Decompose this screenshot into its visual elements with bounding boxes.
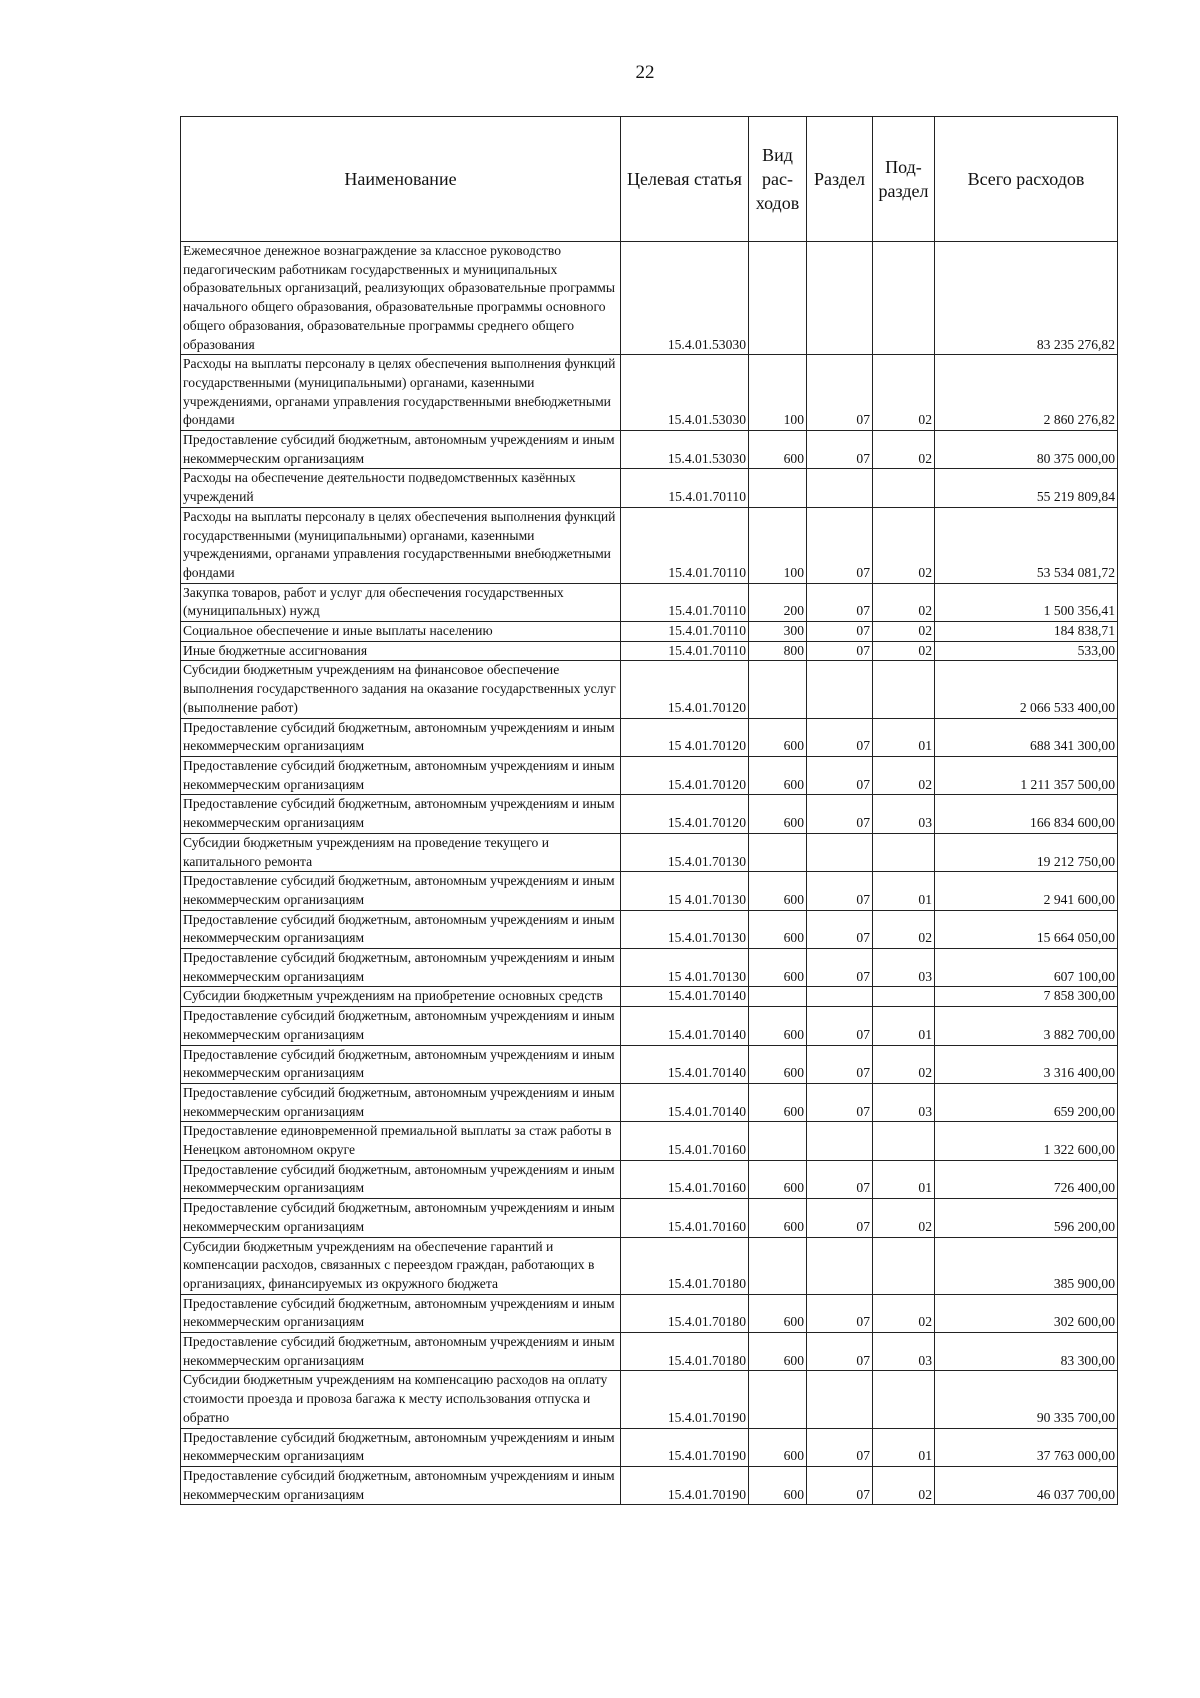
cell-subsection: 02	[873, 1294, 935, 1332]
cell-subsection: 02	[873, 1045, 935, 1083]
cell-target-code: 15.4.01.70110	[621, 507, 749, 583]
cell-expense-kind	[749, 833, 807, 871]
cell-target-code: 15.4.01.70120	[621, 795, 749, 833]
cell-target-code: 15.4.01.70180	[621, 1294, 749, 1332]
cell-target-code: 15.4.01.70130	[621, 833, 749, 871]
cell-name: Предоставление субсидий бюджетным, автономным учреждениям и иным некоммерческим организациям	[181, 795, 621, 833]
cell-target-code: 15.4.01.53030	[621, 431, 749, 469]
cell-expense-kind: 600	[749, 1160, 807, 1198]
header-section: Раздел	[807, 117, 873, 242]
cell-name: Субсидии бюджетным учреждениям на проведение текущего и капитального ремонта	[181, 833, 621, 871]
cell-subsection: 02	[873, 622, 935, 642]
header-kind	[749, 117, 807, 242]
cell-total: 659 200,00	[935, 1083, 1118, 1121]
cell-section: 07	[807, 1045, 873, 1083]
cell-expense-kind: 600	[749, 1083, 807, 1121]
cell-total: 3 316 400,00	[935, 1045, 1118, 1083]
cell-section	[807, 1371, 873, 1428]
cell-name: Расходы на выплаты персоналу в целях обеспечения выполнения функций государственными (муниципальными) органами, казенными учреждениями, органами управления государственными внебюджетными фондами	[181, 355, 621, 431]
cell-subsection: 01	[873, 872, 935, 910]
cell-section: 07	[807, 1160, 873, 1198]
cell-section: 07	[807, 431, 873, 469]
cell-expense-kind: 600	[749, 910, 807, 948]
cell-section: 07	[807, 355, 873, 431]
cell-subsection: 01	[873, 1160, 935, 1198]
cell-subsection: 02	[873, 583, 935, 621]
cell-subsection: 01	[873, 1428, 935, 1466]
cell-target-code: 15.4.01.70180	[621, 1333, 749, 1371]
cell-name: Субсидии бюджетным учреждениям на приобретение основных средств	[181, 987, 621, 1007]
cell-target-code: 15.4.01.70130	[621, 910, 749, 948]
cell-name: Закупка товаров, работ и услуг для обеспечения государственных (муниципальных) нужд	[181, 583, 621, 621]
cell-total: 19 212 750,00	[935, 833, 1118, 871]
cell-subsection	[873, 661, 935, 718]
table-row	[181, 1007, 1118, 1045]
cell-expense-kind: 600	[749, 1199, 807, 1237]
table-row	[181, 756, 1118, 794]
table-row	[181, 1237, 1118, 1294]
cell-target-code: 15.4.01.70190	[621, 1467, 749, 1505]
cell-subsection: 03	[873, 949, 935, 987]
cell-target-code: 15.4.01.70140	[621, 1083, 749, 1121]
cell-subsection	[873, 1237, 935, 1294]
cell-name: Предоставление единовременной премиальной выплаты за стаж работы в Ненецком автономном округе	[181, 1122, 621, 1160]
cell-expense-kind: 600	[749, 1045, 807, 1083]
cell-section	[807, 661, 873, 718]
cell-target-code: 15.4.01.70110	[621, 641, 749, 661]
cell-section: 07	[807, 1294, 873, 1332]
cell-section: 07	[807, 1428, 873, 1466]
cell-name: Предоставление субсидий бюджетным, автономным учреждениям и иным некоммерческим организациям	[181, 1467, 621, 1505]
cell-expense-kind	[749, 1122, 807, 1160]
cell-name: Предоставление субсидий бюджетным, автономным учреждениям и иным некоммерческим организациям	[181, 1294, 621, 1332]
cell-name: Предоставление субсидий бюджетным, автономным учреждениям и иным некоммерческим организациям	[181, 1333, 621, 1371]
cell-name: Предоставление субсидий бюджетным, автономным учреждениям и иным некоммерческим организациям	[181, 1199, 621, 1237]
cell-name: Предоставление субсидий бюджетным, автономным учреждениям и иным некоммерческим организациям	[181, 1007, 621, 1045]
table-row	[181, 1371, 1118, 1428]
budget-table	[180, 116, 1118, 1505]
cell-subsection: 02	[873, 431, 935, 469]
cell-section: 07	[807, 622, 873, 642]
cell-expense-kind: 600	[749, 1467, 807, 1505]
cell-subsection	[873, 987, 935, 1007]
header-kind-line: рас-	[762, 169, 793, 189]
cell-section	[807, 242, 873, 355]
cell-total: 37 763 000,00	[935, 1428, 1118, 1466]
cell-total: 90 335 700,00	[935, 1371, 1118, 1428]
cell-expense-kind	[749, 1371, 807, 1428]
table-row	[181, 949, 1118, 987]
cell-subsection: 02	[873, 641, 935, 661]
table-row	[181, 1045, 1118, 1083]
cell-section: 07	[807, 718, 873, 756]
cell-target-code: 15 4.01.70120	[621, 718, 749, 756]
cell-section: 07	[807, 872, 873, 910]
cell-name: Предоставление субсидий бюджетным, автономным учреждениям и иным некоммерческим организациям	[181, 910, 621, 948]
cell-expense-kind: 600	[749, 756, 807, 794]
cell-target-code: 15.4.01.70140	[621, 987, 749, 1007]
cell-target-code: 15.4.01.70190	[621, 1371, 749, 1428]
cell-name: Субсидии бюджетным учреждениям на компенсацию расходов на оплату стоимости проезда и провоза багажа к месту использования отпуска и обратно	[181, 1371, 621, 1428]
cell-subsection: 03	[873, 795, 935, 833]
cell-section: 07	[807, 949, 873, 987]
table-row	[181, 583, 1118, 621]
cell-total: 688 341 300,00	[935, 718, 1118, 756]
cell-total: 1 211 357 500,00	[935, 756, 1118, 794]
cell-section	[807, 469, 873, 507]
cell-name: Предоставление субсидий бюджетным, автономным учреждениям и иным некоммерческим организациям	[181, 1083, 621, 1121]
cell-target-code: 15.4.01.70120	[621, 756, 749, 794]
cell-name: Предоставление субсидий бюджетным, автономным учреждениям и иным некоммерческим организациям	[181, 756, 621, 794]
cell-total: 83 235 276,82	[935, 242, 1118, 355]
cell-total: 2 860 276,82	[935, 355, 1118, 431]
cell-expense-kind	[749, 987, 807, 1007]
cell-section: 07	[807, 756, 873, 794]
header-total: Всего расходов	[935, 117, 1118, 242]
table-row	[181, 355, 1118, 431]
cell-name: Субсидии бюджетным учреждениям на финансовое обеспечение выполнения государственного задания на оказание государственных услуг (выполнение работ)	[181, 661, 621, 718]
table-row	[181, 507, 1118, 583]
cell-section: 07	[807, 641, 873, 661]
cell-expense-kind: 600	[749, 1333, 807, 1371]
cell-expense-kind: 100	[749, 355, 807, 431]
table-row	[181, 795, 1118, 833]
cell-expense-kind: 600	[749, 718, 807, 756]
cell-section	[807, 987, 873, 1007]
table-body	[181, 242, 1118, 1505]
cell-name: Ежемесячное денежное вознаграждение за классное руководство педагогическим работникам государственных и муниципальных образовательных организаций, реализующих образовательные программы начального общего образования, образовательные программы основного общего образования, образовательные программы среднего общего образования	[181, 242, 621, 355]
cell-subsection: 02	[873, 1199, 935, 1237]
cell-total: 53 534 081,72	[935, 507, 1118, 583]
cell-section: 07	[807, 910, 873, 948]
cell-subsection: 01	[873, 718, 935, 756]
cell-expense-kind: 600	[749, 431, 807, 469]
cell-subsection: 03	[873, 1083, 935, 1121]
cell-target-code: 15.4.01.70160	[621, 1160, 749, 1198]
cell-subsection	[873, 833, 935, 871]
cell-total: 596 200,00	[935, 1199, 1118, 1237]
cell-section: 07	[807, 1199, 873, 1237]
cell-total: 726 400,00	[935, 1160, 1118, 1198]
cell-target-code: 15 4.01.70130	[621, 949, 749, 987]
table-row	[181, 661, 1118, 718]
cell-total: 1 322 600,00	[935, 1122, 1118, 1160]
cell-total: 46 037 700,00	[935, 1467, 1118, 1505]
header-kind-line: Вид	[762, 145, 793, 165]
cell-subsection: 03	[873, 1333, 935, 1371]
cell-target-code: 15.4.01.70140	[621, 1007, 749, 1045]
cell-expense-kind: 300	[749, 622, 807, 642]
cell-expense-kind: 600	[749, 949, 807, 987]
cell-expense-kind: 600	[749, 1294, 807, 1332]
cell-section	[807, 1237, 873, 1294]
cell-expense-kind	[749, 661, 807, 718]
table-row	[181, 1333, 1118, 1371]
cell-target-code: 15 4.01.70130	[621, 872, 749, 910]
cell-total: 1 500 356,41	[935, 583, 1118, 621]
table-row	[181, 910, 1118, 948]
cell-total: 15 664 050,00	[935, 910, 1118, 948]
cell-name: Расходы на обеспечение деятельности подведомственных казённых учреждений	[181, 469, 621, 507]
cell-name: Предоставление субсидий бюджетным, автономным учреждениям и иным некоммерческим организациям	[181, 1045, 621, 1083]
cell-target-code: 15.4.01.70110	[621, 583, 749, 621]
table-row	[181, 1467, 1118, 1505]
cell-section: 07	[807, 1333, 873, 1371]
cell-expense-kind: 600	[749, 795, 807, 833]
cell-target-code: 15.4.01.70140	[621, 1045, 749, 1083]
cell-total: 184 838,71	[935, 622, 1118, 642]
cell-name: Расходы на выплаты персоналу в целях обеспечения выполнения функций государственными (муниципальными) органами, казенными учреждениями, органами управления государственными внебюджетными фондами	[181, 507, 621, 583]
cell-subsection: 02	[873, 507, 935, 583]
table-row	[181, 833, 1118, 871]
cell-total: 607 100,00	[935, 949, 1118, 987]
cell-subsection: 02	[873, 910, 935, 948]
cell-subsection	[873, 469, 935, 507]
table-row	[181, 1160, 1118, 1198]
cell-total: 55 219 809,84	[935, 469, 1118, 507]
cell-target-code: 15.4.01.53030	[621, 242, 749, 355]
cell-subsection: 02	[873, 1467, 935, 1505]
cell-total: 83 300,00	[935, 1333, 1118, 1371]
cell-target-code: 15.4.01.70160	[621, 1122, 749, 1160]
cell-name: Предоставление субсидий бюджетным, автономным учреждениям и иным некоммерческим организациям	[181, 718, 621, 756]
table-row	[181, 641, 1118, 661]
cell-expense-kind	[749, 242, 807, 355]
table-row	[181, 622, 1118, 642]
cell-subsection	[873, 242, 935, 355]
cell-name: Предоставление субсидий бюджетным, автономным учреждениям и иным некоммерческим организациям	[181, 949, 621, 987]
table-row	[181, 1083, 1118, 1121]
cell-total: 302 600,00	[935, 1294, 1118, 1332]
header-code: Целевая статья	[621, 117, 749, 242]
cell-expense-kind: 600	[749, 1007, 807, 1045]
cell-total: 385 900,00	[935, 1237, 1118, 1294]
cell-subsection: 01	[873, 1007, 935, 1045]
cell-subsection	[873, 1371, 935, 1428]
cell-target-code: 15.4.01.70110	[621, 469, 749, 507]
header-subsection-line: раздел	[878, 181, 929, 201]
table-row	[181, 718, 1118, 756]
cell-target-code: 15.4.01.70180	[621, 1237, 749, 1294]
cell-section: 07	[807, 1467, 873, 1505]
cell-expense-kind: 600	[749, 1428, 807, 1466]
cell-target-code: 15.4.01.53030	[621, 355, 749, 431]
table-row	[181, 1199, 1118, 1237]
cell-section: 07	[807, 1083, 873, 1121]
table-row	[181, 1428, 1118, 1466]
cell-total: 2 941 600,00	[935, 872, 1118, 910]
table-header-row	[181, 117, 1118, 242]
cell-total: 7 858 300,00	[935, 987, 1118, 1007]
cell-section	[807, 833, 873, 871]
table-row	[181, 1294, 1118, 1332]
cell-total: 3 882 700,00	[935, 1007, 1118, 1045]
cell-expense-kind	[749, 469, 807, 507]
cell-name: Социальное обеспечение и иные выплаты населению	[181, 622, 621, 642]
cell-name: Предоставление субсидий бюджетным, автономным учреждениям и иным некоммерческим организациям	[181, 431, 621, 469]
cell-target-code: 15.4.01.70110	[621, 622, 749, 642]
cell-section	[807, 1122, 873, 1160]
cell-name: Предоставление субсидий бюджетным, автономным учреждениям и иным некоммерческим организациям	[181, 1428, 621, 1466]
header-name: Наименование	[181, 117, 621, 242]
cell-name: Субсидии бюджетным учреждениям на обеспечение гарантий и компенсации расходов, связанных с переездом граждан, работающих в организациях, финансируемых из окружного бюджета	[181, 1237, 621, 1294]
cell-name: Иные бюджетные ассигнования	[181, 641, 621, 661]
cell-subsection	[873, 1122, 935, 1160]
table-row	[181, 431, 1118, 469]
cell-expense-kind: 800	[749, 641, 807, 661]
cell-name: Предоставление субсидий бюджетным, автономным учреждениям и иным некоммерческим организациям	[181, 872, 621, 910]
cell-target-code: 15.4.01.70120	[621, 661, 749, 718]
cell-target-code: 15.4.01.70160	[621, 1199, 749, 1237]
cell-target-code: 15.4.01.70190	[621, 1428, 749, 1466]
header-subsection	[873, 117, 935, 242]
cell-section: 07	[807, 507, 873, 583]
cell-section: 07	[807, 795, 873, 833]
cell-section: 07	[807, 583, 873, 621]
cell-expense-kind: 200	[749, 583, 807, 621]
cell-total: 80 375 000,00	[935, 431, 1118, 469]
table-row	[181, 242, 1118, 355]
header-subsection-line: Под-	[885, 157, 922, 177]
cell-subsection: 02	[873, 756, 935, 794]
cell-expense-kind: 100	[749, 507, 807, 583]
table-row	[181, 1122, 1118, 1160]
cell-section: 07	[807, 1007, 873, 1045]
cell-expense-kind	[749, 1237, 807, 1294]
cell-total: 533,00	[935, 641, 1118, 661]
table-row	[181, 872, 1118, 910]
table-row	[181, 469, 1118, 507]
header-kind-line: ходов	[755, 193, 800, 213]
cell-subsection: 02	[873, 355, 935, 431]
cell-total: 166 834 600,00	[935, 795, 1118, 833]
page-number: 22	[635, 62, 655, 83]
cell-total: 2 066 533 400,00	[935, 661, 1118, 718]
cell-name: Предоставление субсидий бюджетным, автономным учреждениям и иным некоммерческим организациям	[181, 1160, 621, 1198]
table-row	[181, 987, 1118, 1007]
cell-expense-kind: 600	[749, 872, 807, 910]
